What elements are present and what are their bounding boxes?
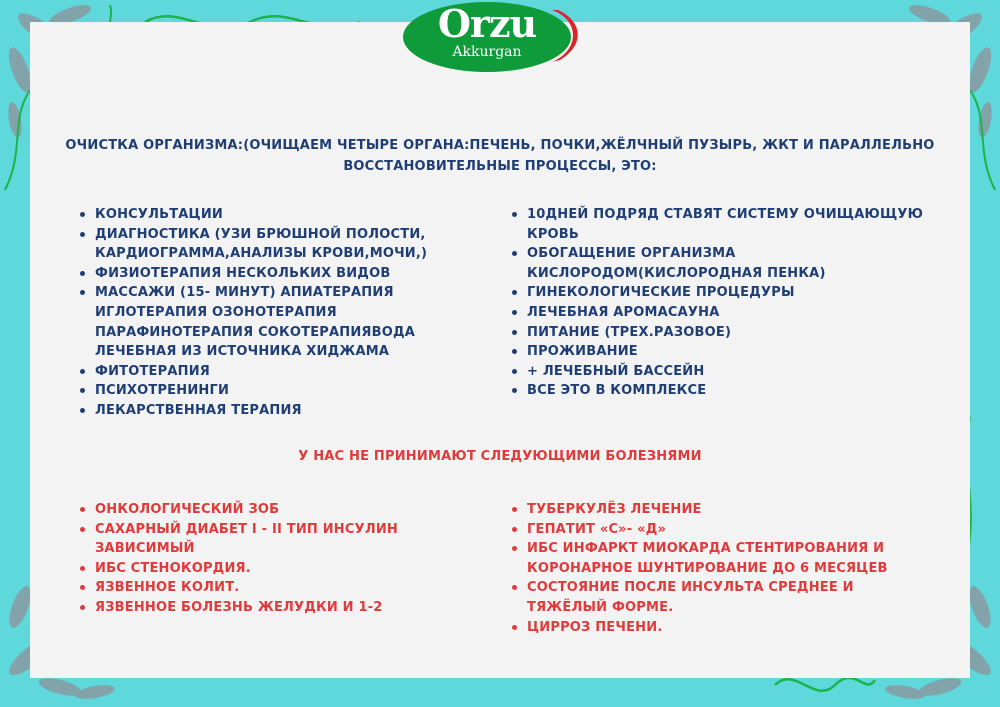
- list-item: + ЛЕЧЕБНЫЙ БАССЕЙН: [510, 362, 930, 382]
- list-item: ФИТОТЕРАПИЯ: [78, 362, 498, 382]
- list-item: ОНКОЛОГИЧЕСКИЙ ЗОБ: [78, 500, 498, 520]
- list-item: ТУБЕРКУЛЁЗ ЛЕЧЕНИЕ: [510, 500, 930, 520]
- list-item: ГЕПАТИТ «С»- «Д»: [510, 520, 930, 540]
- list-item: ФИЗИОТЕРАПИЯ НЕСКОЛЬКИХ ВИДОВ: [78, 264, 498, 284]
- list-item: ЯЗВЕННОЕ КОЛИТ.: [78, 578, 498, 598]
- list-item: ИБС ИНФАРКТ МИОКАРДА СТЕНТИРОВАНИЯ И КОРОНАРНОЕ ШУНТИРОВАНИЕ ДО 6 МЕСЯЦЕВ: [510, 539, 930, 578]
- logo-subtitle: Akkurgan: [452, 44, 522, 60]
- logo-title: Orzu: [437, 1, 537, 46]
- services-list-right: [510, 205, 930, 401]
- list-item: ЯЗВЕННОЕ БОЛЕЗНЬ ЖЕЛУДКИ И 1-2: [78, 598, 498, 618]
- diseases-list-right: [510, 500, 930, 637]
- list-item: ДИАГНОСТИКА (УЗИ БРЮШНОЙ ПОЛОСТИ, КАРДИОГРАММА,АНАЛИЗЫ КРОВИ,МОЧИ,): [78, 225, 498, 264]
- list-item: ПСИХОТРЕНИНГИ: [78, 381, 498, 401]
- list-item: ПИТАНИЕ (ТРЕХ.РАЗОВОЕ): [510, 323, 930, 343]
- list-item: ОБОГАЩЕНИЕ ОРГАНИЗМА КИСЛОРОДОМ(КИСЛОРОДНАЯ ПЕНКА): [510, 244, 930, 283]
- list-item: СОСТОЯНИЕ ПОСЛЕ ИНСУЛЬТА СРЕДНЕЕ И ТЯЖЁЛЫЙ ФОРМЕ.: [510, 578, 930, 617]
- list-item: 10ДНЕЙ ПОДРЯД СТАВЯТ СИСТЕМУ ОЧИЩАЮЩУЮ КРОВЬ: [510, 205, 930, 244]
- list-item: ИБС СТЕНОКОРДИЯ.: [78, 559, 498, 579]
- warning-title: У НАС НЕ ПРИНИМАЮТ СЛЕДУЮЩИМИ БОЛЕЗНЯМИ: [298, 449, 702, 464]
- services-list-left: [78, 205, 498, 421]
- list-item: КОНСУЛЬТАЦИИ: [78, 205, 498, 225]
- intro-heading: ОЧИСТКА ОРГАНИЗМА:(ОЧИЩАЕМ ЧЕТЫРЕ ОРГАНА:ПЕЧЕНЬ, ПОЧКИ,ЖЁЛЧНЫЙ ПУЗЫРЬ, ЖКТ И ПАРАЛЛЕЛЬНО ВОССТАНОВИТЕЛЬНЫЕ ПРОЦЕССЫ, ЭТО:: [65, 138, 935, 174]
- list-item: САХАРНЫЙ ДИАБЕТ I - II ТИП ИНСУЛИН ЗАВИСИМЫЙ: [78, 520, 498, 559]
- list-item: МАССАЖИ (15- МИНУТ) АПИАТЕРАПИЯ ИГЛОТЕРАПИЯ ОЗОНОТЕРАПИЯ ПАРАФИНОТЕРАПИЯ СОКОТЕРАПИЯВОДА ЛЕЧЕБНАЯ ИЗ ИСТОЧНИКА ХИДЖАМА: [78, 283, 498, 361]
- list-item: ЛЕЧЕБНАЯ АРОМАСАУНА: [510, 303, 930, 323]
- orzu-logo: [402, 0, 582, 74]
- list-item: ПРОЖИВАНИЕ: [510, 342, 930, 362]
- list-item: ЛЕКАРСТВЕННАЯ ТЕРАПИЯ: [78, 401, 498, 421]
- list-item: ГИНЕКОЛОГИЧЕСКИЕ ПРОЦЕДУРЫ: [510, 283, 930, 303]
- list-item: ВСЕ ЭТО В КОМПЛЕКСЕ: [510, 381, 930, 401]
- diseases-list-left: [78, 500, 498, 618]
- list-item: ЦИРРОЗ ПЕЧЕНИ.: [510, 618, 930, 638]
